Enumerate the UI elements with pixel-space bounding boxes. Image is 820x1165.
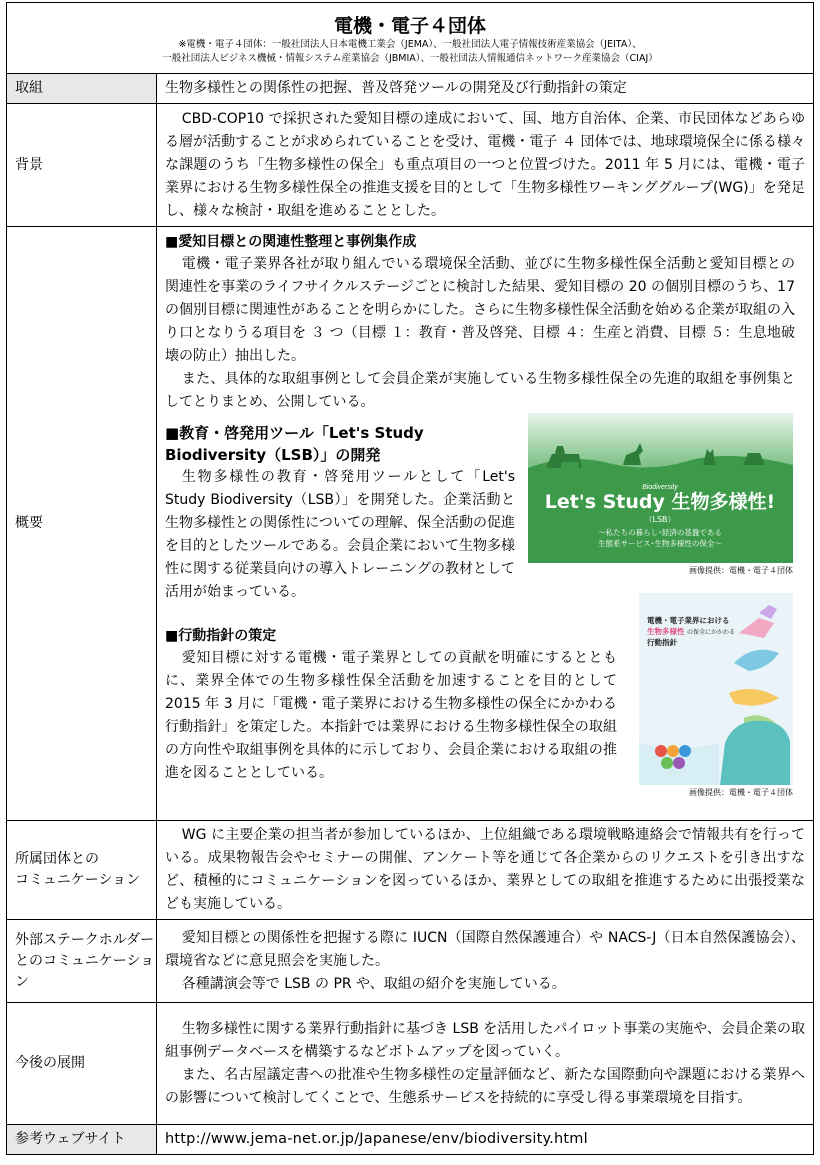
lsb-cover-subtitle-2: 生態系サービス･生物多様性の保全～ <box>598 539 722 548</box>
overview-heading-2-line-2: Biodiversity（LSB）」の開発 <box>165 446 381 464</box>
row-gaibu <box>7 920 814 1003</box>
label-shozoku-line-2: コミュニケーション <box>15 872 141 888</box>
row-kongo <box>7 1003 814 1125</box>
kongo-paragraph-2: また、名古屋議定書への批准や生物多様性の定量評価など、新たな国際動向や課題における業界への影響について検討してくことで、生態系サービスを持続的に享受し得る事業環境を目指す。 <box>165 1066 806 1106</box>
lsb-cover-subtitle-1: ～私たちの暮らし･経済の基盤である <box>598 528 722 537</box>
header-row <box>7 3 814 74</box>
label-gaibu-line-2: とのコミュニケーション <box>15 952 155 990</box>
member-note-line-1: ※電機・電子４団体：一般社団法人日本電機工業会（JEMA）、一般社団法人電子情報技術産業協会（JEITA）、 <box>178 38 642 50</box>
guideline-image-caption: 画像提供：電機・電子４団体 <box>689 788 793 797</box>
content-gaibu <box>157 920 814 1003</box>
content-torikumi <box>157 74 814 104</box>
label-shozoku-line-1: 所属団体との <box>15 851 99 867</box>
label-haikei: 背景 <box>7 104 157 227</box>
label-gaiyou: 概要 <box>7 227 157 821</box>
overview-paragraph-1: 電機・電子業界各社が取り組んでいる環境保全活動、並びに生物多様性保全活動と愛知目標との関連性を事業のライフサイクルステージごとに検討した結果、愛知目標の 20 の個別目標のうち、17 の個別目標に関連性があることを明らかにした。さらに生物多様性保全活動を始める企業が取組の入り口となりうる項目を ３ つ（目標 １：教育・普及啓発、目標 ４：生産と消費、目標 ５：生息地破壊の防止）抽出した。 <box>165 256 795 364</box>
overview-heading-3: ■行動指針の策定 <box>165 628 277 644</box>
reference-website-link[interactable]: http://www.jema-net.or.jp/Japanese/env/biodiversity.html <box>165 1131 588 1147</box>
label-shozoku <box>7 821 157 920</box>
content-shozoku <box>157 821 814 920</box>
lsb-cover-abbr: （LSB） <box>644 515 676 524</box>
lsb-small-label: Biodiversity <box>642 484 678 491</box>
lsb-image-caption: 画像提供：電機・電子４団体 <box>689 566 793 575</box>
row-sankou <box>7 1125 814 1155</box>
lsb-cover-title: Let's Study 生物多様性! <box>544 491 776 513</box>
document-page <box>6 2 813 1155</box>
haikei-text: CBD-COP10 で採択された愛知目標の達成において、国、地方自治体、企業、市民団体などあらゆる層が活動することが求められていることを受け、電機・電子 ４ 団体では、地球環境保全に係る様々な課題のうち「生物多様性の保全」も重点項目の一つと位置づけた。2011 年 5 月には、電機・電子業界における生物多様性保全の推進支援を目的として「生物多様性ワーキンググループ(WG)」を発足し、様々な検討・取組を進めることとした。 <box>165 110 806 219</box>
guideline-cover-line-1: 電機・電子業界における <box>647 616 730 625</box>
row-shozoku <box>7 821 814 920</box>
label-gaibu-line-1: 外部ステークホルダー <box>15 931 155 948</box>
kongo-paragraph-1: 生物多様性に関する業界行動指針に基づき LSB を活用したパイロット事業の実施や、会員企業の取組事例データベースを構築するなどボトムアップを図っていく。 <box>165 1020 806 1060</box>
overview-section-1 <box>165 229 795 414</box>
guideline-cover-line-2a: 生物多様性 <box>647 627 685 636</box>
label-gaibu <box>7 920 157 1003</box>
case-study-table <box>6 2 814 1155</box>
page-title: 電機・電子４団体 <box>334 14 487 37</box>
gaibu-paragraph-2: 各種講演会等で LSB の PR や、取組の紹介を実施している。 <box>181 975 566 992</box>
guideline-cover-image <box>639 593 793 785</box>
overview-heading-1: ■愛知目標との関連性整理と事例集作成 <box>165 234 417 250</box>
shozoku-text: WG に主要企業の担当者が参加しているほか、上位組織である環境戦略連絡会で情報共有を行っている。成果物報告会やセミナーの開催、アンケート等を通じて各企業からのリクエストを引き出すなど、積極的にコミュニケーションを図っているほか、業界としての取組を推進するために出張授業なども実施している。 <box>165 827 806 912</box>
content-sankou <box>157 1125 814 1155</box>
torikumi-text: 生物多様性との関係性の把握、普及啓発ツールの開発及び行動指針の策定 <box>165 80 627 96</box>
overview-paragraph-3: 生物多様性の教育・啓発用ツールとして「Let's Study Biodiversity（LSB）」を開発した。企業活動と生物多様性との関係性についての理解、保全活動の促進を目的としたツールである。会員企業において生物多様性に関する従業員向けの導入トレーニングの教材として活用が始まっている。 <box>165 469 515 600</box>
content-gaiyou <box>157 227 814 821</box>
content-haikei <box>157 104 814 227</box>
overview-paragraph-4: 愛知目標に対する電機・電子業界としての貢献を明確にするとともに、業界全体での生物多様性保全活動を加速することを目的として 2015 年 3 月に「電機・電子業界における生物多様性の保全にかかわる行動指針」を策定した。本指針では業界における生物多様性保全の取組の方向性や取組事例を具体的に示しており、会員企業における取組の推進を図ることとしている。 <box>165 650 617 781</box>
row-haikei <box>7 104 814 227</box>
member-note-line-2: 一般社団法人ビジネス機械・情報システム産業協会（JBMIA）、一般社団法人情報通信ネットワーク産業協会（CIAJ） <box>162 52 658 64</box>
overview-paragraph-2: また、具体的な取組事例として会員企業が実施している生物多様性保全の先進的取組を事例集としてとりまとめ、公開している。 <box>165 371 795 410</box>
label-torikumi: 取組 <box>7 74 157 104</box>
content-kongo <box>157 1003 814 1125</box>
label-sankou: 参考ウェブサイト <box>7 1125 157 1155</box>
label-kongo: 今後の展開 <box>7 1003 157 1125</box>
overview-section-3 <box>165 623 617 785</box>
overview-section-2 <box>165 420 515 604</box>
guideline-cover-line-3: 行動指針 <box>647 638 677 647</box>
overview-heading-2-line-1: ■教育・啓発用ツール「Let's Study <box>165 424 424 442</box>
gaibu-paragraph-1: 愛知目標との関係性を把握する際に IUCN（国際自然保護連合）や NACS-J（日本自然保護協会）、環境省などに意見照会を実施した。 <box>165 929 806 969</box>
row-gaiyou <box>7 227 814 821</box>
guideline-cover-figure <box>639 593 793 798</box>
lsb-cover-image <box>528 413 793 563</box>
row-torikumi <box>7 74 814 104</box>
guideline-cover-line-2b: の保全にかかわる <box>687 629 736 636</box>
lsb-cover-figure <box>528 413 793 576</box>
header-cell <box>7 3 814 74</box>
